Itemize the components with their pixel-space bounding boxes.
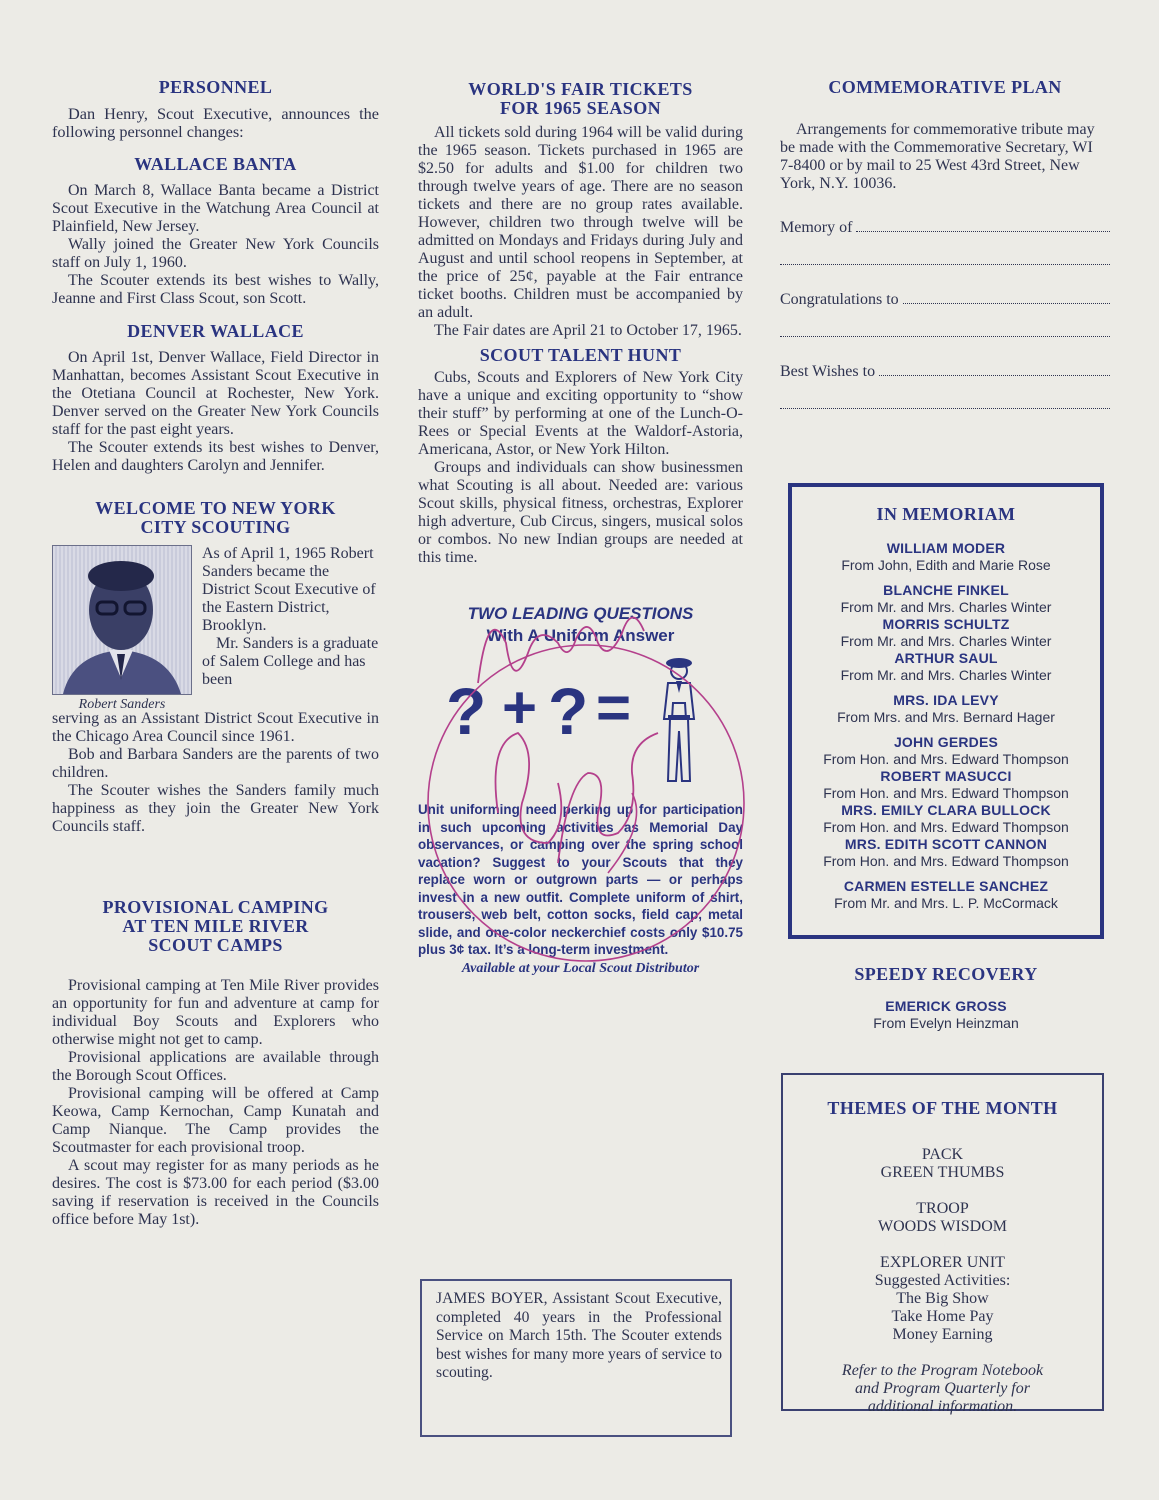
explorer-subheading: Suggested Activities:	[874, 1272, 1011, 1289]
camping-heading-1: PROVISIONAL CAMPING	[102, 897, 329, 917]
memory-of-label: Memory of	[780, 219, 853, 236]
pack-label: PACK	[921, 1146, 964, 1163]
camping-heading-2: AT TEN MILE RIVER	[122, 916, 309, 936]
memory-of-line[interactable]	[856, 230, 1110, 232]
uniform-advertisement	[418, 603, 743, 1023]
memoriam-from: From Mr. and Mrs. Charles Winter	[840, 633, 1052, 649]
ad-distributor-line: Available at your Local Scout Distributor	[461, 960, 700, 976]
boyer-notice-box	[420, 1279, 732, 1437]
wallace-p1: On April 1st, Denver Wallace, Field Director in Manhattan, becomes Assistant Scout Executive in the Otetiana Council at Rochester, New York. Denver served on the Greater New York Councils staff for the past eight years.	[52, 349, 379, 438]
fair-heading-1: WORLD'S FAIR TICKETS	[468, 79, 693, 99]
speedy-name: EMERICK GROSS	[885, 998, 1007, 1014]
memoriam-name: ARTHUR SAUL	[894, 650, 998, 666]
memoriam-from: From Hon. and Mrs. Edward Thompson	[823, 751, 1069, 767]
commemorative-text: Arrangements for commemorative tribute may be made with the Commemorative Secretary, WI 7-8400 or by mail to 25 West 43rd Street, New York, N.Y. 10036.	[780, 121, 1095, 192]
ad-body-text: Unit uniforming need perking up for participation in such upcoming activities as Memorial Day observances, or camping over the spring school vacation? Suggest to your Scouts that they replace worn or outgrown parts — or perhaps invest in a new outfit. Complete uniform of shirt, trousers, web belt, cotton socks, field cap, metal slide, and one-color neckerchief costs only $10.75 plus 3¢ tax. It’s a long-term investment.	[418, 802, 743, 957]
portrait-photo	[52, 545, 192, 695]
camping-p1: Provisional camping at Ten Mile River provides an opportunity for fun and adventure at camp for individual Boy Scouts and Explorers who otherwise might not get to camp.	[52, 977, 379, 1048]
banta-p2: Wally joined the Greater New York Councils staff on July 1, 1960.	[52, 236, 379, 271]
congratulations-field[interactable]	[780, 291, 1110, 309]
wallace-p2: The Scouter extends its best wishes to Denver, Helen and daughters Carolyn and Jennifer.	[52, 439, 379, 474]
welcome-photo-block	[52, 545, 379, 710]
refer-line-1: Refer to the Program Notebook	[841, 1362, 1044, 1379]
memoriam-from: From Mr. and Mrs. L. P. McCormack	[834, 895, 1058, 911]
memoriam-from: From Mr. and Mrs. Charles Winter	[840, 599, 1052, 615]
memoriam-name: MRS. IDA LEVY	[893, 692, 999, 708]
plus-sign: +	[502, 674, 538, 741]
portrait-caption: Robert Sanders	[78, 697, 166, 710]
themes-of-month-box	[781, 1073, 1104, 1415]
memory-of-field[interactable]	[780, 219, 1110, 237]
refer-line-2: and Program Quarterly for	[855, 1380, 1030, 1397]
explorer-label: EXPLORER UNIT	[880, 1254, 1005, 1271]
boyer-text: JAMES BOYER, Assistant Scout Executive, completed 40 years in the Professional Service on March 15th. The Scouter extends best wishes for many more years of service to scouting.	[436, 1290, 722, 1381]
memoriam-from: From Mrs. and Mrs. Bernard Hager	[837, 709, 1055, 725]
speedy-from: From Evelyn Heinzman	[873, 1015, 1019, 1031]
refer-line-3: additional information.	[867, 1398, 1018, 1415]
troop-label: TROOP	[916, 1200, 969, 1217]
in-memoriam-box	[788, 483, 1104, 939]
congratulations-line-2[interactable]	[780, 335, 1110, 337]
ad-title-1: TWO LEADING QUESTIONS	[467, 604, 694, 623]
memoriam-name: MORRIS SCHULTZ	[882, 616, 1010, 632]
personnel-heading: PERSONNEL	[158, 77, 273, 97]
ad-equation-graphic	[418, 651, 743, 791]
speedy-recovery-section	[788, 965, 1104, 1032]
portrait-figure	[52, 545, 192, 710]
welcome-p2b: serving as an Assistant District Scout Executive in the Chicago Area Council since 1961.	[52, 710, 379, 745]
memoriam-name: WILLIAM MODER	[886, 540, 1006, 556]
talent-p2: Groups and individuals can show businessmen what Scouting is all about. Needed are: various Scout skills, physical fitness, orchestras, Explorer high adverture, Cub Circus, singers, musical solos or combos. No new Indian groups are needed at this time.	[418, 459, 743, 566]
welcome-heading-1: WELCOME TO NEW YORK	[95, 498, 336, 518]
equals-sign: =	[596, 674, 632, 741]
activity-item: The Big Show	[896, 1290, 989, 1307]
memoriam-name: BLANCHE FINKEL	[883, 582, 1009, 598]
memoriam-list	[792, 540, 1100, 912]
column-left	[52, 70, 379, 1229]
memoriam-heading: IN MEMORIAM	[876, 504, 1016, 524]
troop-theme: WOODS WISDOM	[877, 1218, 1008, 1235]
camping-heading-3: SCOUT CAMPS	[148, 935, 283, 955]
welcome-p2a: Mr. Sanders is a graduate of Salem College and has been	[202, 635, 379, 688]
personnel-intro: Dan Henry, Scout Executive, announces the following personnel changes:	[52, 104, 379, 141]
welcome-p4: The Scouter wishes the Sanders family much happiness as they join the Greater New York Councils staff.	[52, 782, 379, 835]
wallace-heading: DENVER WALLACE	[127, 321, 304, 341]
memoriam-name: MRS. EMILY CLARA BULLOCK	[841, 802, 1051, 818]
question-mark-2: ?	[548, 674, 589, 748]
best-wishes-line-2[interactable]	[780, 407, 1110, 409]
memoriam-name: CARMEN ESTELLE SANCHEZ	[843, 878, 1049, 894]
memoriam-from: From Hon. and Mrs. Edward Thompson	[823, 785, 1069, 801]
camping-p3: Provisional camping will be offered at Camp Keowa, Camp Kernochan, Camp Kunatah and Camp Nianque. The Camp provides the Scoutmaster for each provisional troop.	[52, 1085, 379, 1156]
best-wishes-line[interactable]	[879, 374, 1110, 376]
column-middle	[418, 70, 743, 1023]
memoriam-name: MRS. EDITH SCOTT CANNON	[844, 836, 1048, 852]
welcome-heading-2: CITY SCOUTING	[140, 517, 291, 537]
speedy-heading: SPEEDY RECOVERY	[854, 964, 1038, 984]
banta-p3: The Scouter extends its best wishes to Wally, Jeanne and First Class Scout, son Scott.	[52, 272, 379, 307]
best-wishes-field[interactable]	[780, 363, 1110, 381]
memoriam-from: From Mr. and Mrs. Charles Winter	[840, 667, 1052, 683]
scout-figure-icon	[650, 653, 708, 789]
pack-theme: GREEN THUMBS	[880, 1164, 1005, 1181]
question-mark-1: ?	[446, 674, 487, 748]
camping-p4: A scout may register for as many periods as he desires. The cost is $73.00 for each period ($3.00 saving if reservation is received in the Councils office before May 1st).	[52, 1157, 379, 1228]
fair-p2: The Fair dates are April 21 to October 17, 1965.	[434, 322, 742, 339]
memoriam-from: From Hon. and Mrs. Edward Thompson	[823, 819, 1069, 835]
memoriam-from: From Hon. and Mrs. Edward Thompson	[823, 853, 1069, 869]
memoriam-name: ROBERT MASUCCI	[880, 768, 1012, 784]
best-wishes-label: Best Wishes to	[780, 363, 876, 380]
activity-item: Take Home Pay	[891, 1308, 994, 1325]
talent-p1: Cubs, Scouts and Explorers of New York City have a unique and exciting opportunity to “show their stuff” by performing at one of the Lunch-O-Rees or Special Events at the Waldorf-Astoria, Americana, Astor, or New York Hilton.	[418, 369, 743, 458]
memoriam-name: JOHN GERDES	[893, 734, 999, 750]
congratulations-label: Congratulations to	[780, 291, 899, 308]
commemorative-heading: COMMEMORATIVE PLAN	[828, 77, 1062, 97]
talent-heading: SCOUT TALENT HUNT	[479, 345, 682, 365]
banta-p1: On March 8, Wallace Banta became a District Scout Executive in the Watchung Area Council at Plainfield, New Jersey.	[52, 182, 379, 235]
memoriam-from: From John, Edith and Marie Rose	[841, 557, 1051, 573]
camping-p2: Provisional applications are available through the Borough Scout Offices.	[52, 1049, 379, 1084]
themes-heading: THEMES OF THE MONTH	[827, 1098, 1058, 1118]
memory-of-line-2[interactable]	[780, 263, 1110, 265]
welcome-p3: Bob and Barbara Sanders are the parents of two children.	[52, 746, 379, 781]
fair-heading-2: FOR 1965 SEASON	[499, 98, 662, 118]
ad-title-2: With A Uniform Answer	[486, 626, 675, 645]
column-right	[780, 70, 1110, 409]
congratulations-line[interactable]	[903, 302, 1110, 304]
activity-item: Money Earning	[892, 1326, 993, 1343]
fair-p1: All tickets sold during 1964 will be valid during the 1965 season. Tickets purchased in 1965 are $2.50 for adults and $1.00 for children two through twelve years of age. There are no season tickets and there are no group rates available. However, children two through twelve will be admitted on Mondays and Fridays during July and August and until school reopens in September, at the price of 25¢, payable at the Fair entrance ticket booths. Children must be accompanied by an adult.	[418, 124, 743, 321]
banta-heading: WALLACE BANTA	[134, 154, 297, 174]
welcome-p1: As of April 1, 1965 Robert Sanders became the District Scout Executive of the Eastern District, Brooklyn.	[202, 545, 376, 634]
